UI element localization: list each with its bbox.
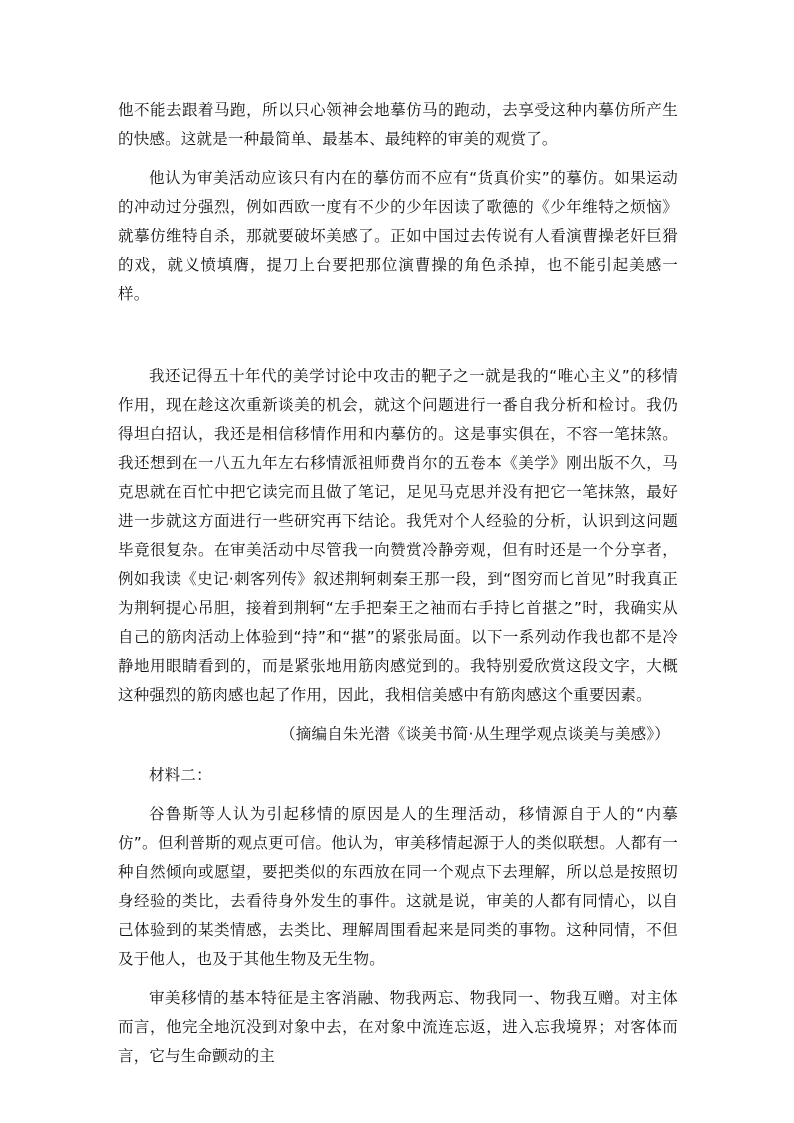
paragraph-3: 我还记得五十年代的美学讨论中攻击的靶子之一就是我的“唯心主义”的移情作用，现在趁这次重新谈美的机会，就这个问题进行一番自我分析和检讨。我仍得坦白招认，我还是相信移情作用和内摹仿的。这是事实俱在，不容一笔抹煞。我还想到在一八五九年左右移情派祖师费肖尔的五卷本《美学》刚出版不久，马克思就在百忙中把它读完而且做了笔记，足见马克思并没有把它一笔抹煞，最好进一步就这方面进行一些研究再下结论。我凭对个人经验的分析，认识到这问题毕竟很复杂。在审美活动中尽管我一向赞赏冷静旁观，但有时还是一个分享者，例如我读《史记·刺客列传》叙述荆轲刺秦王那一段，到“图穷而匕首见”时我真正为荆轲提心吊胆，接着到荆轲“左手把秦王之袖而右手持匕首揕之”时，我确实从自己的筋肉活动上体验到“持”和“揕”的紧张局面。以下一系列动作我也都不是冷静地用眼睛看到的，而是紧张地用筋肉感觉到的。我特别爱欣赏这段文字，大概这种强烈的筋肉感也起了作用，因此，我相信美感中有筋肉感这个重要因素。 <box>118 367 678 704</box>
paragraph-1: 他不能去跟着马跑，所以只心领神会地摹仿马的跑动，去享受这种内摹仿所产生的快感。这就是一种最简单、最基本、最纯粹的审美的观赏了。 <box>118 101 678 148</box>
document-page <box>118 96 678 1071</box>
section-label: 材料二： <box>149 766 212 784</box>
paragraph-5: 审美移情的基本特征是主客消融、物我两忘、物我同一、物我互赠。对主体而言，他完全地沉没到对象中去，在对象中流连忘返，进入忘我境界；对客体而言，它与生命颤动的主 <box>118 989 678 1065</box>
source-citation: （摘编自朱光潜《谈美书简·从生理学观点谈美与美感》） <box>280 725 670 743</box>
paragraph-2: 他认为审美活动应该只有内在的摹仿而不应有“货真价实”的摹仿。如果运动的冲动过分强烈，例如西欧一度有不少的少年因读了歌德的《少年维特之烦恼》就摹仿维特自杀，那就要破坏美感了。正如中国过去传说有人看演曹操老奸巨猾的戏，就义愤填膺，提刀上台要把那位演曹操的角色杀掉，也不能引起美感一样。 <box>118 169 678 303</box>
paragraph-4: 谷鲁斯等人认为引起移情的原因是人的生理活动，移情源自于人的“内摹仿”。但利普斯的观点更可信。他认为，审美移情起源于人的类似联想。人都有一种自然倾向或愿望，要把类似的东西放在同一个观点下去理解，所以总是按照切身经验的类比，去看待身外发生的事件。这就是说，审美的人都有同情心，以自己体验到的某类情感，去类比、理解周围看起来是同类的事物。这种同情，不但及于他人，也及于其他生物及无生物。 <box>118 805 678 968</box>
